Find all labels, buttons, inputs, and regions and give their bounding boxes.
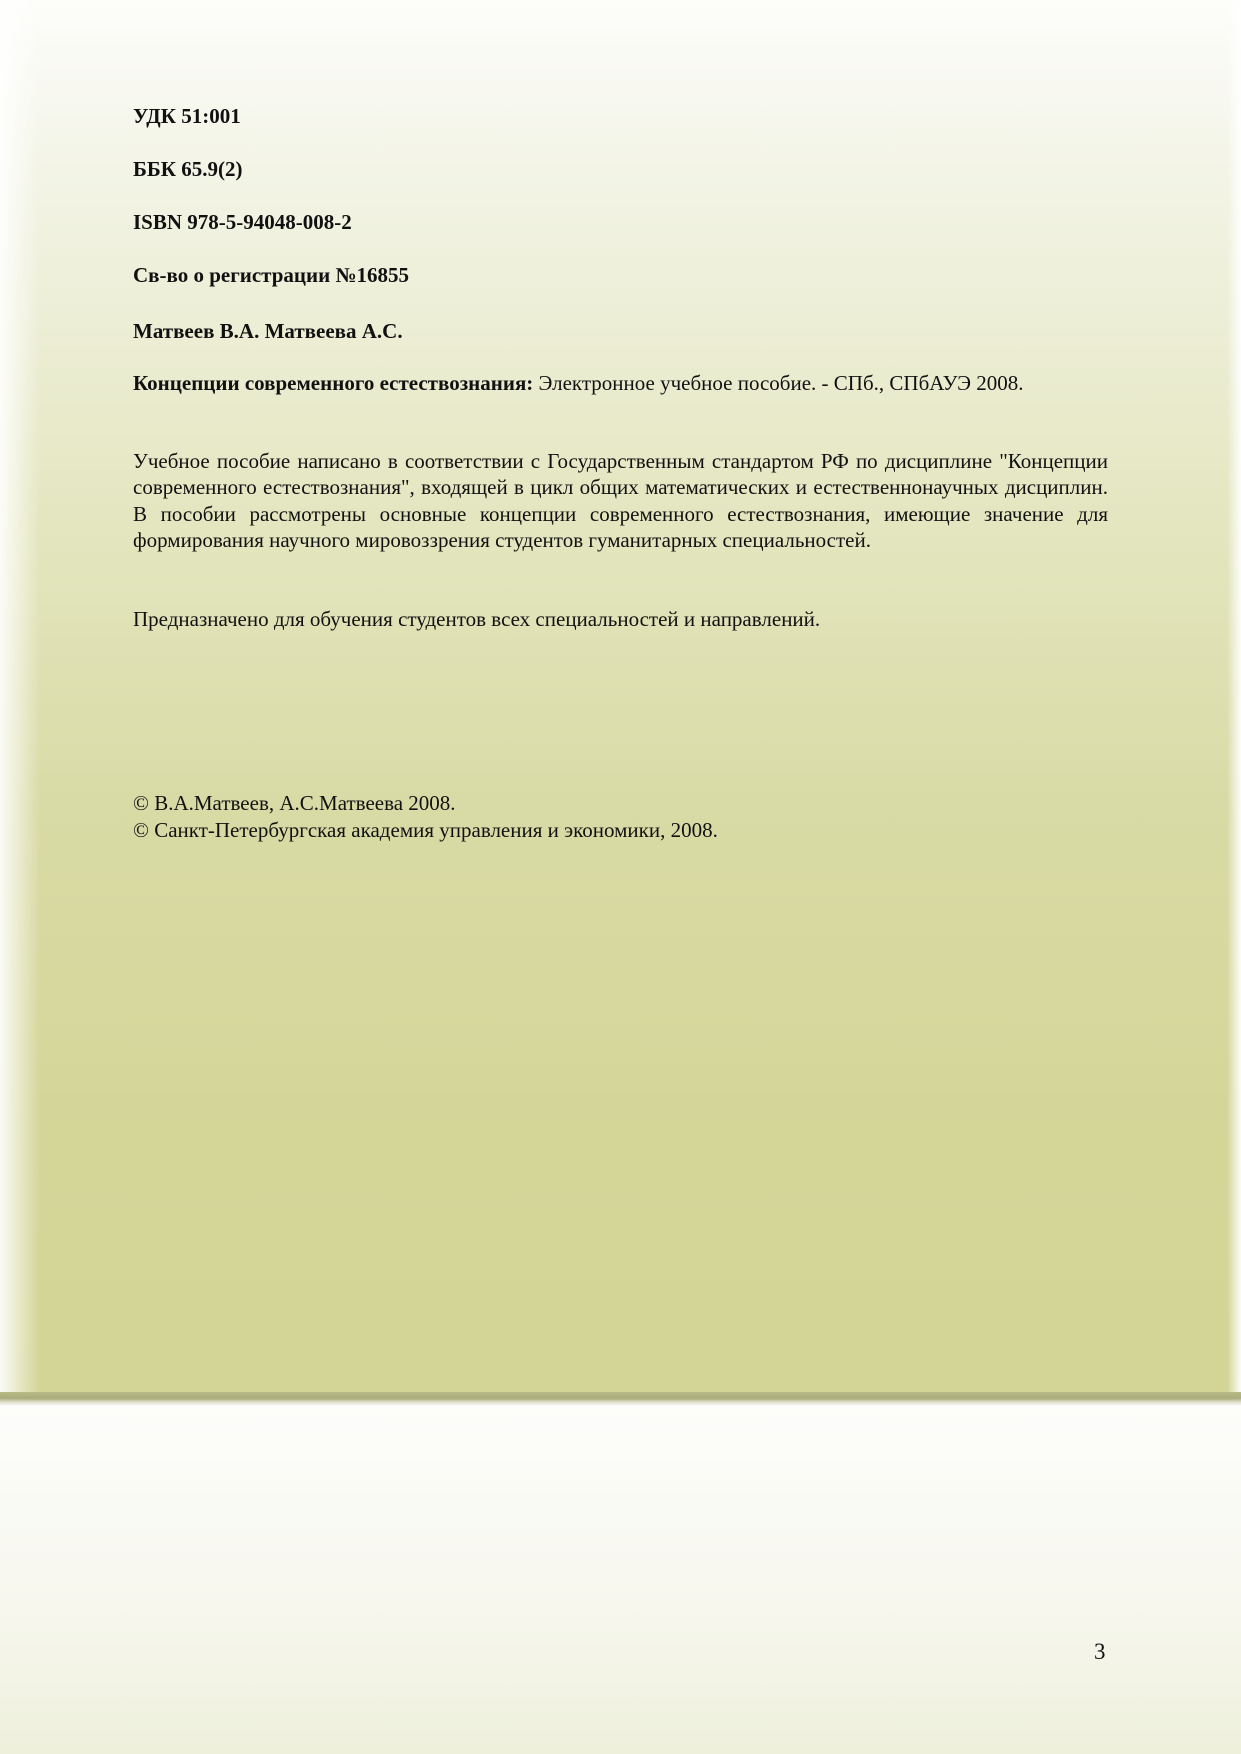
citation-paragraph bbox=[133, 370, 1108, 396]
panel-shadow-edge bbox=[0, 1392, 1241, 1406]
authors-line: Матвеев В.А. Матвеева А.С. bbox=[133, 319, 403, 343]
copyright-academy: © Санкт-Петербургская академия управления и экономики, 2008. bbox=[133, 818, 718, 842]
registration-line: Св-во о регистрации №16855 bbox=[133, 263, 410, 287]
isbn-line: ISBN 978-5-94048-008-2 bbox=[133, 210, 352, 234]
citation-description: Электронное учебное пособие. - СПб., СПбАУЭ 2008. bbox=[533, 371, 1024, 395]
citation-title: Концепции современного естествознания: bbox=[133, 371, 534, 395]
lower-panel bbox=[0, 1406, 1241, 1754]
abstract-paragraph: Учебное пособие написано в соответствии с Государственным стандартом РФ по дисциплине "Концепции современного естествознания", входящей в цикл общих математических и естественнонаучных дисциплин. В пособии рассмотрены основные концепции современного естествознания, имеющие значение для формирования научного мировоззрения студентов гуманитарных специальностей. bbox=[133, 449, 1108, 553]
page-number: 3 bbox=[1094, 1639, 1106, 1664]
udk-line: УДК 51:001 bbox=[133, 104, 241, 128]
copyright-authors: © В.А.Матвеев, А.С.Матвеева 2008. bbox=[133, 791, 456, 815]
bbk-line: ББК 65.9(2) bbox=[133, 157, 243, 181]
audience-line: Предназначено для обучения студентов всех специальностей и направлений. bbox=[133, 607, 821, 631]
